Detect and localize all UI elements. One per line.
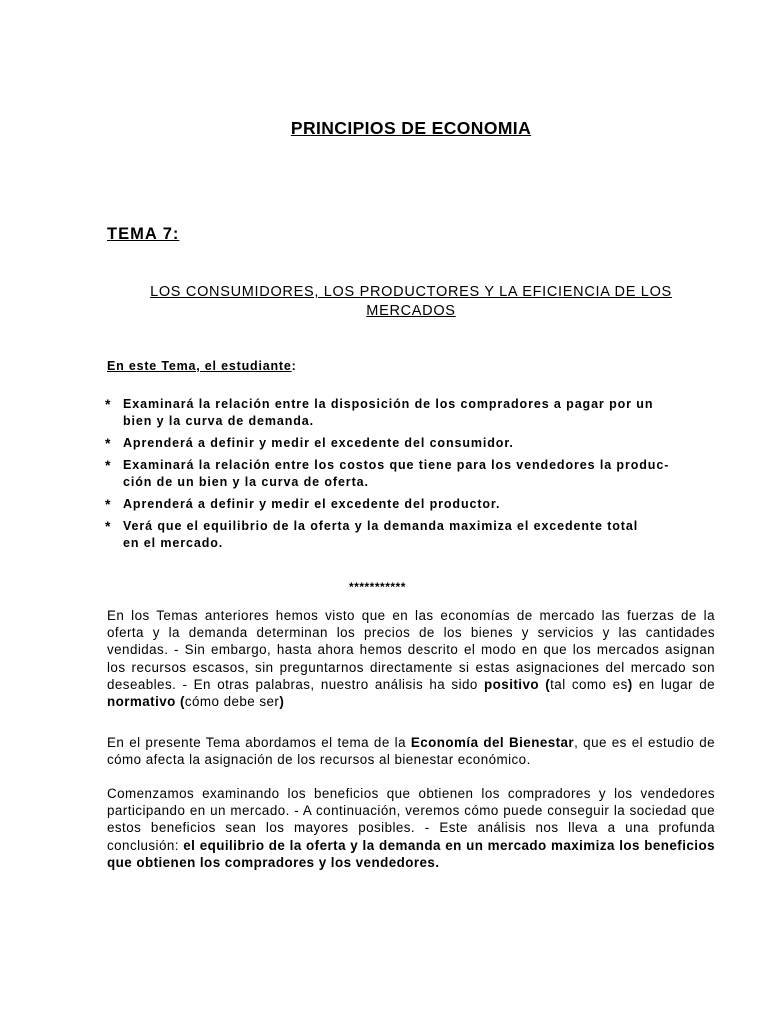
bullet-star: * [105,435,112,451]
objective-item [105,518,725,552]
paragraph-text: tal como es [550,676,628,692]
objective-text: Verá que el equilibrio de la oferta y la demanda maximiza el excedente total en el mercado. [123,519,639,550]
emphasis-conclusion: el equilibrio de la oferta y la demanda en un mercado maximiza los beneficios que obtienen los compradores y los vendedores. [107,837,715,870]
objective-text: Aprenderá a definir y medir el excedente del productor. [123,497,501,511]
emphasis-paren: ) [279,694,285,710]
objective-item [105,435,725,452]
paragraph-welfare-economics [107,734,715,768]
objective-text: Aprenderá a definir y medir el excedente del consumidor. [123,436,514,450]
bullet-star: * [105,518,112,534]
emphasis-normativo: normativo ( [107,694,185,710]
objectives-intro [107,359,297,373]
emphasis-economia-bienestar: Economía del Bienestar [410,735,575,750]
objective-text: Examinará la relación entre la disposición de los compradores a pagar por un bien y la curva de demanda. [123,397,654,428]
bullet-star: * [105,496,112,512]
section-separator: *********** [349,580,406,594]
paragraph-previous-topics [107,607,715,710]
tema-subtitle: LOS CONSUMIDORES, LOS PRODUCTORES Y LA EFICIENCIA DE LOS MERCADOS [150,284,672,319]
objective-item [105,457,725,491]
paragraph-text: cómo debe ser [184,694,280,710]
paragraph-text: en lugar de [632,676,715,692]
objective-item [105,396,725,430]
objectives-list [105,396,725,557]
objectives-intro-label: En este Tema, el estudiante [107,359,292,373]
emphasis-paren: ) [627,676,633,692]
objective-text: Examinará la relación entre los costos que tiene para los vendedores la produc- ción de un bien y la curva de oferta. [123,458,670,489]
emphasis-positivo: positivo ( [484,676,551,692]
paragraph-text: En los Temas anteriores hemos visto que en las economías de mercado las fuerzas de la oferta y la demanda determinan los precios de los bienes y servicios y las cantidades vendidas. - Sin embargo, hasta ahora hemos descrito el modo en que los mercados asignan los recursos escasos, sin preguntarnos directamente si estas asignaciones del mercado son deseables. - En otras palabras, nuestro análisis ha sido [107,608,715,692]
objective-item [105,496,725,513]
tema-heading: TEMA 7: [107,225,180,243]
paragraph-text: En el presente Tema abordamos el tema de la [107,735,411,750]
paragraph-text: , que es el estudio de cómo afecta la asignación de los recursos al bienestar económico. [107,735,716,768]
paragraph-text: Comenzamos examinando los beneficios que obtienen los compradores y los vendedores participando en un mercado. - A continuación, veremos cómo puede conseguir la sociedad que estos beneficios sean los mayores posibles. - Este análisis nos lleva a una profunda conclusión: [107,786,715,853]
bullet-star: * [105,457,112,473]
document-title: PRINCIPIOS DE ECONOMIA [290,118,532,138]
paragraph-conclusion [107,785,715,871]
objectives-intro-colon: : [291,359,297,373]
bullet-star: * [105,396,112,412]
